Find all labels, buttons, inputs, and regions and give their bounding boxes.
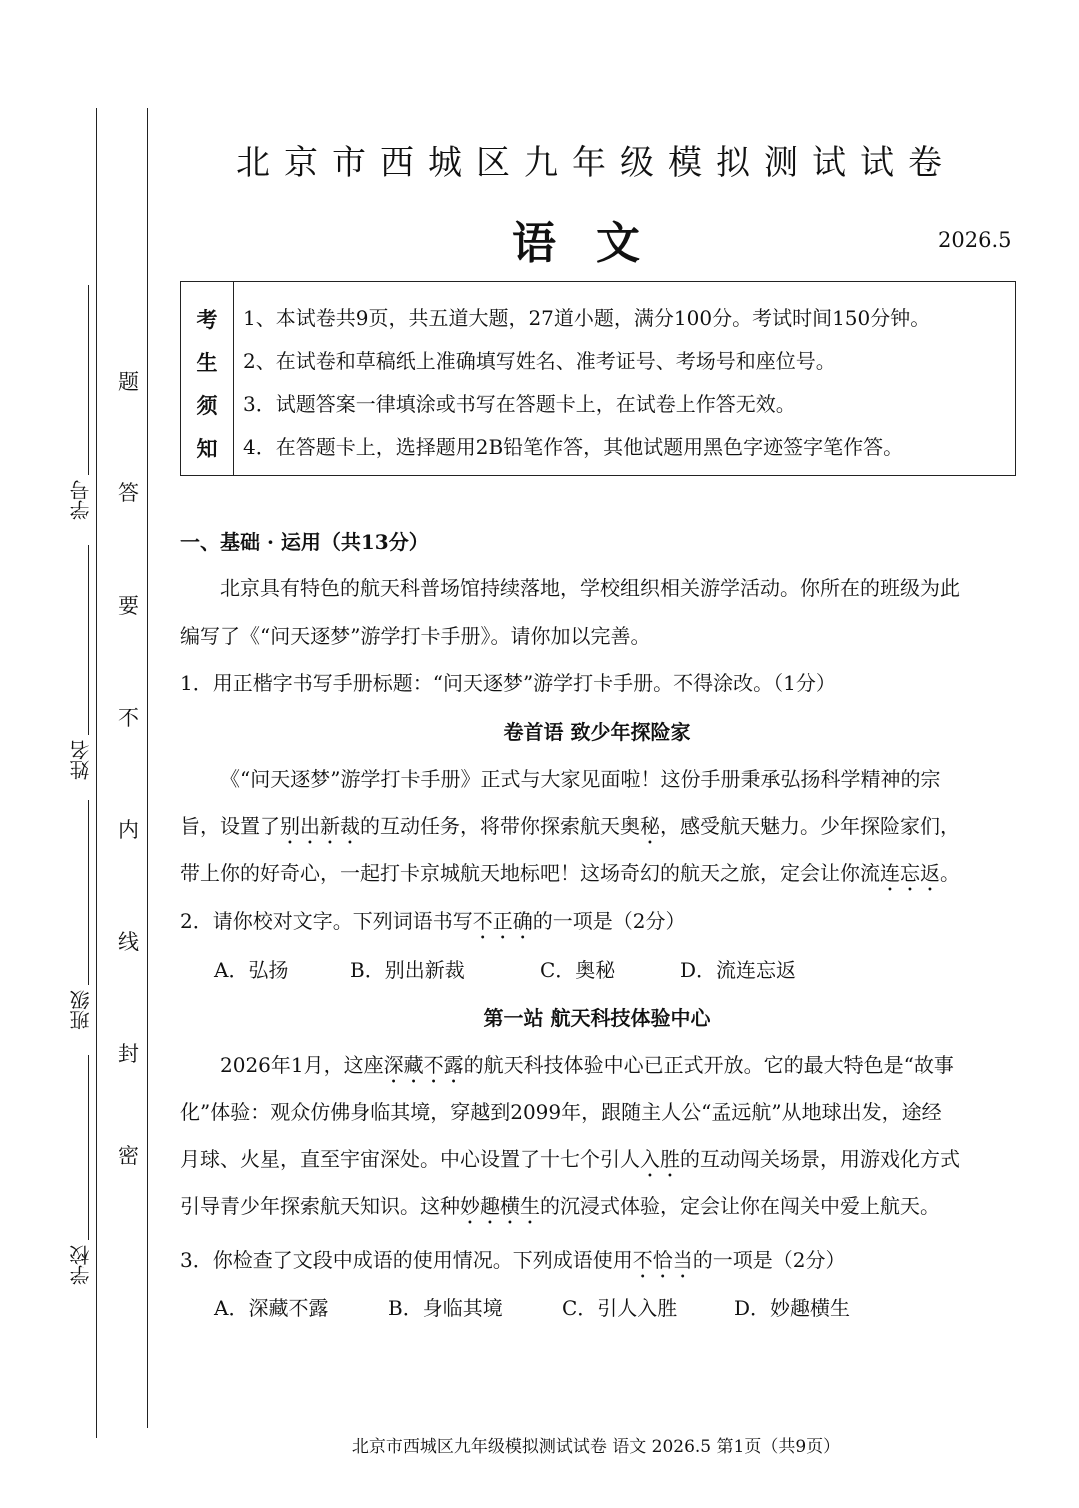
- question-1: 1．用正楷字书写手册标题：“问天逐梦”游学打卡手册。不得涂改。（1分）: [180, 671, 836, 695]
- intro-line: 编写了《“问天逐梦”游学打卡手册》。请你加以完善。: [180, 624, 651, 648]
- notice-heading: [181, 282, 234, 475]
- field-line-class[interactable]: [88, 800, 89, 985]
- subject-title: 语文: [512, 218, 680, 269]
- notice-heading-char: 知: [196, 436, 218, 461]
- exam-date: 2026.5: [938, 228, 1012, 252]
- seal-char: 题: [118, 370, 139, 394]
- station-line: 化”体验：观众仿佛身临其境，穿越到2099年，跟随主人公“孟远航”从地球出发，途经: [180, 1100, 942, 1124]
- notice-heading-char: 生: [196, 350, 218, 375]
- seal-char: 密: [118, 1144, 139, 1168]
- exam-notice-box: [180, 281, 1016, 476]
- binding-line-inner: [147, 108, 148, 1428]
- field-line-student-id[interactable]: [88, 285, 89, 475]
- option-b[interactable]: B．别出新裁: [350, 958, 465, 982]
- marked-word: 妙趣横生: [460, 1194, 540, 1218]
- option-c[interactable]: C．引人入胜: [562, 1296, 678, 1320]
- option-a[interactable]: A．弘扬: [214, 958, 289, 982]
- notice-item: 2、在试卷和草稿纸上准确填写姓名、准考证号、考场号和座位号。: [243, 349, 836, 373]
- seal-char: 不: [118, 706, 139, 730]
- option-d[interactable]: D．妙趣横生: [734, 1296, 851, 1320]
- seal-char: 要: [118, 594, 139, 618]
- station-line: 2026年1月，这座深藏不露的航天科技体验中心已正式开放。它的最大特色是“故事: [220, 1053, 954, 1077]
- question-2: 2．请你校对文字。下列词语书写不正确的一项是（2分）: [180, 909, 686, 933]
- seal-char: 答: [118, 481, 139, 505]
- preface-line: 旨，设置了别出新裁的互动任务，将带你探索航天奥秘，感受航天魅力。少年探险家们，: [180, 814, 960, 838]
- preface-line: 带上你的好奇心，一起打卡京城航天地标吧！这场奇幻的航天之旅，定会让你流连忘返。: [180, 861, 960, 885]
- field-label-student-id: 学号: [69, 480, 93, 520]
- marked-word: 深藏不露: [383, 1053, 464, 1077]
- notice-item: 3．试题答案一律填涂或书写在答题卡上，在试卷上作答无效。: [243, 392, 796, 416]
- seal-char: 封: [118, 1042, 139, 1066]
- station-line: 月球、火星，直至宇宙深处。中心设置了十七个引人入胜的互动闯关场景，用游戏化方式: [180, 1147, 960, 1171]
- preface-line: 《“问天逐梦”游学打卡手册》正式与大家见面啦！这份手册秉承弘扬科学精神的宗: [220, 767, 941, 791]
- section-heading: 一、基础 · 运用（共13分）: [180, 530, 429, 554]
- page-footer: 北京市西城区九年级模拟测试试卷 语文 2026.5 第1页（共9页）: [351, 1437, 841, 1457]
- notice-item: 1、本试卷共9页，共五道大题，27道小题，满分100分。考试时间150分钟。: [243, 306, 931, 330]
- station-title: 第一站 航天科技体验中心: [483, 1006, 711, 1030]
- binding-line-outer: [96, 108, 97, 1438]
- marked-word: 不恰当: [632, 1248, 693, 1272]
- notice-heading-char: 考: [196, 307, 218, 332]
- notice-item: 4．在答题卡上，选择题用2B铅笔作答，其他试题用黑色字迹签字笔作答。: [243, 435, 904, 459]
- intro-line: 北京具有特色的航天科普场馆持续落地，学校组织相关游学活动。你所在的班级为此: [220, 576, 960, 600]
- marked-word: 连忘返: [880, 861, 940, 885]
- field-label-name: 姓名: [69, 740, 93, 780]
- marked-word: 不正确: [472, 909, 533, 933]
- field-line-school[interactable]: [88, 1055, 89, 1240]
- question-3: 3．你检查了文段中成语的使用情况。下列成语使用不恰当的一项是（2分）: [180, 1248, 846, 1272]
- marked-word: 秘: [640, 814, 660, 838]
- field-label-class: 班级: [69, 990, 93, 1030]
- preface-title: 卷首语 致少年探险家: [503, 720, 691, 744]
- option-b[interactable]: B．身临其境: [388, 1296, 503, 1320]
- option-a[interactable]: A．深藏不露: [214, 1296, 329, 1320]
- notice-heading-char: 须: [196, 393, 218, 418]
- exam-title: 北京市西城区九年级模拟测试试卷: [236, 143, 956, 183]
- field-label-school: 学校: [69, 1245, 93, 1285]
- seal-char: 内: [118, 818, 139, 842]
- station-line: 引导青少年探索航天知识。这种妙趣横生的沉浸式体验，定会让你在闯关中爱上航天。: [180, 1194, 940, 1218]
- field-line-name[interactable]: [88, 545, 89, 735]
- option-d[interactable]: D．流连忘返: [680, 958, 797, 982]
- marked-word: 别出新裁: [280, 814, 360, 838]
- marked-word: 入胜: [640, 1147, 680, 1171]
- option-c[interactable]: C．奥秘: [540, 958, 616, 982]
- seal-char: 线: [118, 930, 139, 954]
